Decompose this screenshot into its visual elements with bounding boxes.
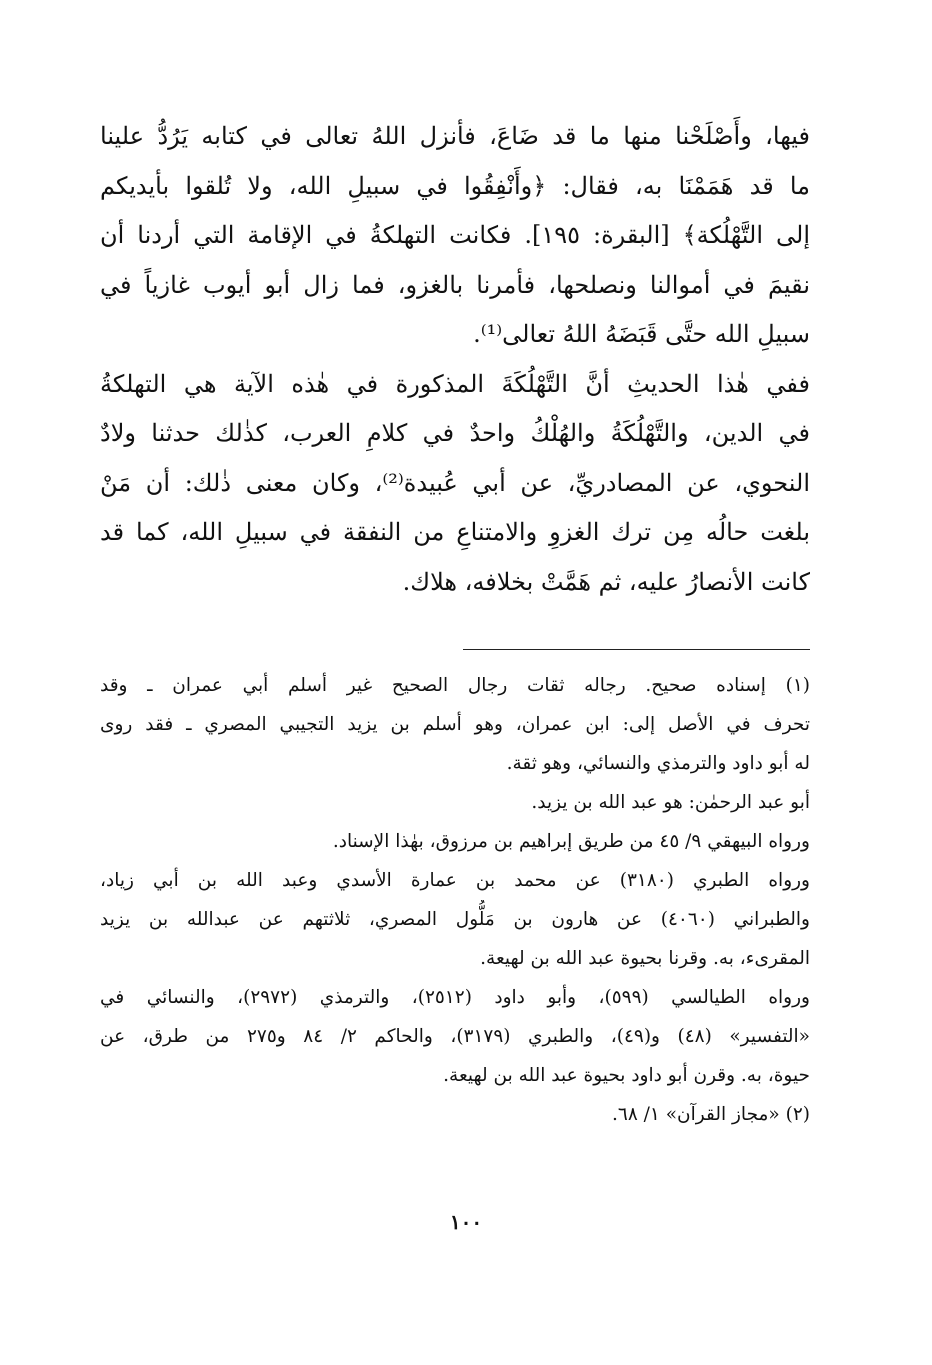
- footnote-1-tayalisi: [100, 978, 810, 1095]
- footnote-line: المقرىء، به. وقرنا بحيوة عبد الله بن لهيعة.: [480, 948, 810, 969]
- text-line: نقيمَ في أموالنا ونصلحها، فأمرنا بالغزو، فما زال أبو أيوب غازياً في: [100, 270, 810, 299]
- text-line: ففي هٰذا الحديثِ أنَّ التَّهْلُكَةَ المذكورة في هٰذه الآية هي التهلكةُ: [100, 369, 810, 398]
- footnotes: [100, 666, 810, 1134]
- footnote-line: والطبراني (٤٠٦٠) عن هارون بن مَلُّول المصري، ثلاثتهم عن عبدالله بن يزيد: [100, 909, 810, 930]
- footnote-1: [100, 666, 810, 783]
- footnote-divider: [463, 649, 810, 650]
- footnote-line: (٢) «مجاز القرآن» ١/ ٦٨.: [612, 1104, 810, 1125]
- text-line: بلغت حالُه مِن ترك الغزوِ والامتناعِ من النفقة في سبيلِ الله، كما قد: [100, 518, 810, 546]
- text-line: في الدين، والتَّهْلُكَةُ والهُلْكُ واحدٌ في كلامِ العرب، كذٰلك حدثنا ولادٌ: [100, 419, 810, 447]
- footnote-line: أبو عبد الرحمٰن: هو عبد الله بن يزيد.: [531, 792, 810, 813]
- text-line: ما قد هَمَمْنَا به، فقال: ﴿وأَنْفِقُوا في سبيلِ الله، ولا تُلقوا بأيديكم: [100, 171, 810, 200]
- footnote-1-narrator: [100, 783, 810, 822]
- text-line: النحوي، عن المصادريِّ، عن أبي عُبيدة⁽²⁾، وكان معنى ذٰلك: أن مَنْ: [100, 468, 810, 497]
- footnote-line: (١) إسناده صحيح. رجاله ثقات رجال الصحيح غير أسلم أبي عمران ـ وقد: [100, 675, 810, 696]
- footnote-line: حيوة، به. وقرن أبو داود بحيوة عبد الله بن لهيعة.: [443, 1065, 810, 1086]
- footnote-1-tabari: [100, 861, 810, 978]
- footnote-line: ورواه الطبري (٣١٨٠) عن محمد بن عمارة الأسدي وعبد الله بن أبي زياد،: [100, 870, 810, 891]
- text-line: سبيلِ الله حتَّى قَبَضَهُ اللهُ تعالى⁽¹⁾.: [473, 320, 810, 348]
- footnote-2: [100, 1095, 810, 1134]
- paragraph-1: [100, 112, 810, 360]
- text-line: فيها، وأَصْلَحْنا منها ما قد ضَاعَ، فأنزل اللهُ تعالى في كتابه يَرُدُّ علينا: [100, 122, 810, 150]
- main-text: [100, 112, 810, 607]
- page-number: ١٠٠: [449, 1210, 483, 1234]
- footnote-line: ورواه الطيالسي (٥٩٩)، وأبو داود (٢٥١٢)، والترمذي (٢٩٧٢)، والنسائي في: [100, 987, 810, 1008]
- text-line: كانت الأنصارُ عليه، ثم هَمَّتْ بخلافه، هلاك.: [402, 567, 810, 596]
- footnote-line: تحرف في الأصل إلى: ابن عمران، وهو أسلم بن يزيد التجيبي المصري ـ فقد روى: [100, 714, 810, 735]
- footnote-line: ورواه البيهقي ٩/ ٤٥ من طريق إبراهيم بن مرزوق، بهٰذا الإسناد.: [332, 831, 810, 852]
- footnote-1-bayhaqi: [100, 822, 810, 861]
- paragraph-2: [100, 360, 810, 608]
- footnote-line: «التفسير» (٤٨) و(٤٩)، والطبري (٣١٧٩)، والحاكم ٢/ ٨٤ و٢٧٥ من طرق، عن: [100, 1026, 810, 1047]
- footnote-line: له أبو داود والترمذي والنسائي، وهو ثقة.: [506, 753, 810, 774]
- text-line: إلى التَّهْلُكة﴾ [البقرة: ١٩٥]. فكانت التهلكةُ في الإقامة التي أردنا أن: [100, 221, 810, 249]
